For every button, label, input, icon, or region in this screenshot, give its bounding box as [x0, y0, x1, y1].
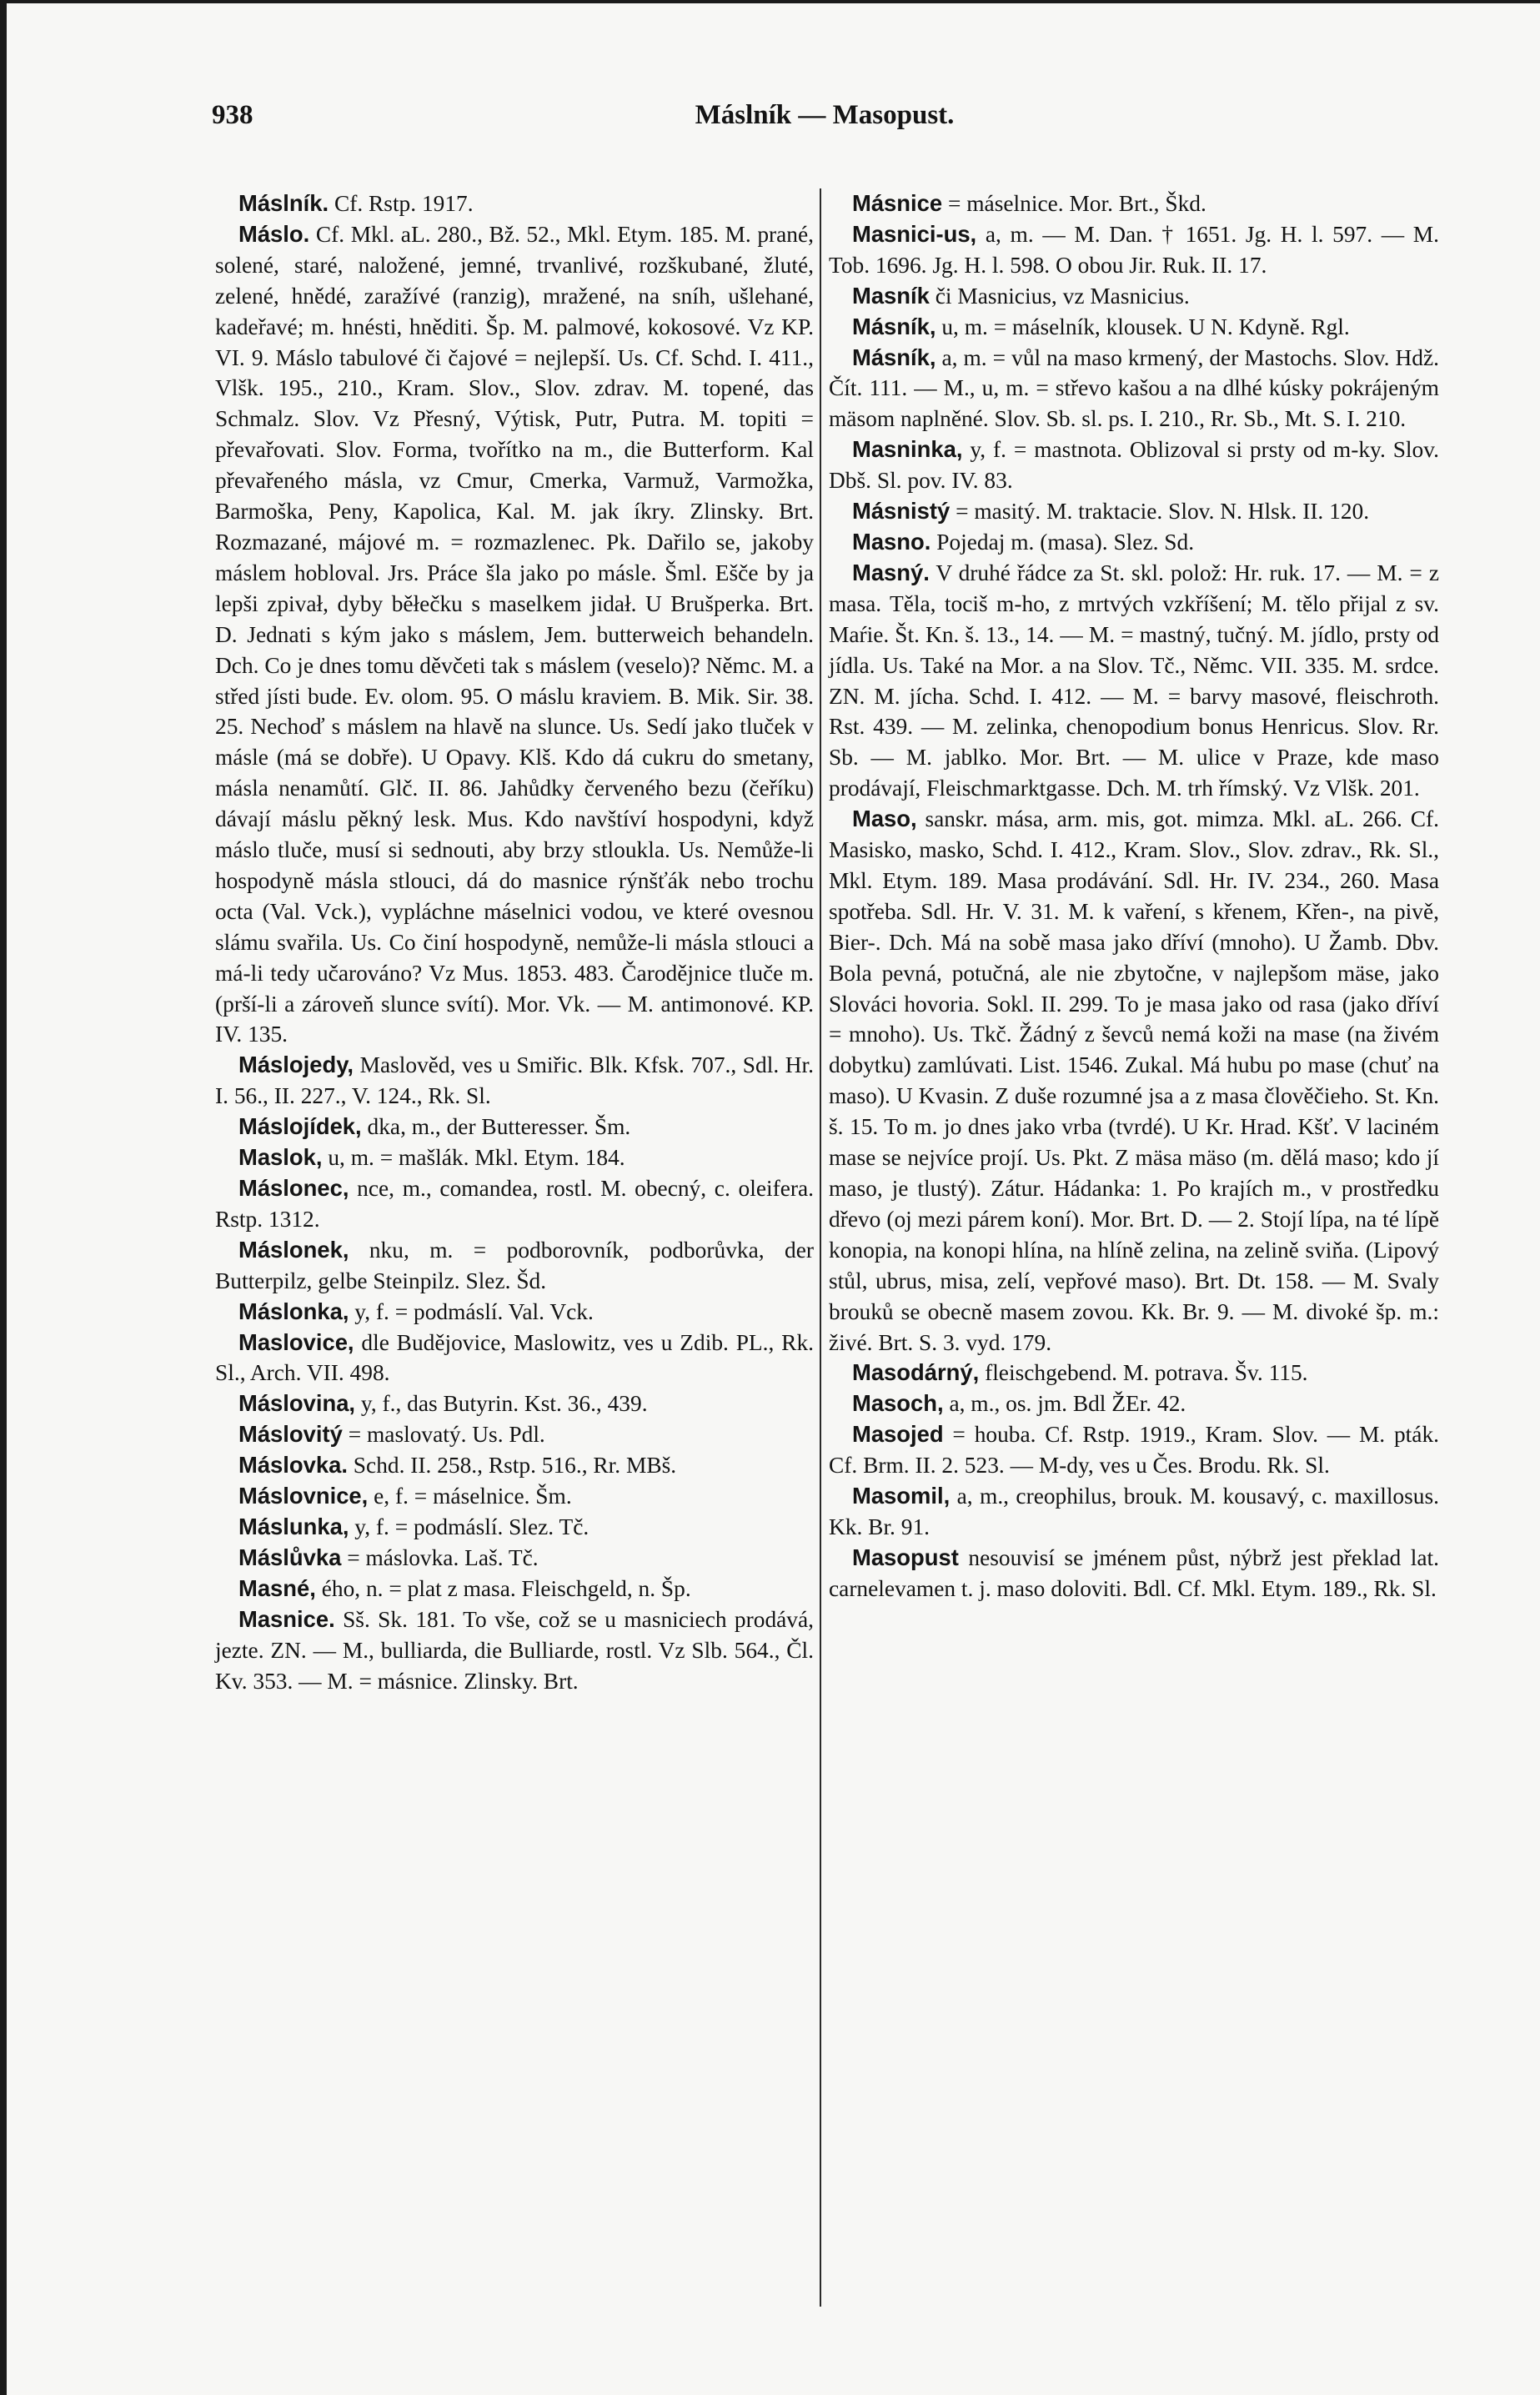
entry-headword: Masník — [852, 282, 930, 309]
entry-headword: Másník, — [852, 313, 936, 339]
entry-definition: e, f. = máselnice. Šm. — [374, 1484, 572, 1509]
dictionary-entry — [215, 1112, 814, 1142]
entry-headword: Másník, — [852, 344, 936, 370]
entry-definition: Cf. Rstp. 1917. — [334, 191, 474, 216]
entry-headword: Máslovitý — [238, 1421, 343, 1448]
dictionary-entry — [829, 1481, 1439, 1543]
dictionary-entry — [215, 1419, 814, 1450]
entry-definition: dle Budějovice, Maslowitz, ves u Zdib. PL., Rk. Sl., Arch. VII. 498. — [215, 1329, 814, 1386]
entry-headword: Másnice — [852, 190, 943, 216]
dictionary-entry — [215, 219, 814, 1050]
left-column — [215, 188, 814, 1696]
dictionary-page — [7, 3, 1540, 2395]
entry-definition: y, f. = mastnota. Oblizoval si prsty od m-ky. Slov. Dbš. Sl. pov. IV. 83. — [829, 437, 1439, 494]
entry-headword: Máslunka, — [238, 1513, 349, 1539]
entry-headword: Masoch, — [852, 1390, 944, 1417]
right-column — [829, 188, 1439, 1604]
entry-headword: Máslovina, — [238, 1390, 356, 1417]
dictionary-entry — [215, 188, 814, 219]
entry-definition: a, m. — M. Dan. † 1651. Jg. H. l. 597. — M. Tob. 1696. Jg. H. l. 598. O obou Jir. Ruk. II. 17. — [829, 221, 1439, 278]
entry-definition: y, f. = podmáslí. Val. Vck. — [354, 1298, 594, 1324]
entry-headword: Masninka, — [852, 436, 963, 463]
entry-headword: Máslovnice, — [238, 1483, 369, 1509]
entry-definition: u, m. = mašlák. Mkl. Etym. 184. — [328, 1145, 625, 1171]
entry-headword: Maso, — [852, 806, 917, 832]
entry-definition: sanskr. mása, arm. mis, got. mimza. Mkl. aL. 266. Cf. Masisko, masko, Schd. I. 412., Kram. Slov., Slov. zdrav., Rk. Sl., Mkl. Etym. 189. Masa prodávání. Sdl. Hr. IV. 234., 260. Masa spotřeba. Sdl. Hr. V. 31. M. k vaření, s křenem, Křen-, na pivě, Bier-. Dch. Má na sobě masa jako dříví (mnoho). U Žamb. Dbv. Bola pevná, potučná, ale nie zbytočne, v najlepšom mäse, jako Slováci hovoria. Sokl. II. 299. To je masa jako od rasa (jako dříví = mnoho). Us. Tkč. Žádný z ševců nemá koži na mase (na živém dobytku) zamlúvati. List. 1546. Zukal. Má hubu po mase (chuť na maso). U Kvasin. Z duše rozumné jsa a z masa člověčieho. St. Kn. š. 15. To m. jo dnes jako vrba (tvrdé). U Kr. Hrad. Kšť. V laciném mase se nejvíce projí. Us. Pkt. Z mäsa mäso (m. dělá maso; kdo jí maso, je tlustý). Zátur. Hádanka: 1. Po krajích m., v prostředku dřevo (oj mezi párem koní). Mor. Brt. D. — 2. Stojí lípa, na té lípě konopia, na konopi hlína, na hlíně zelina, na zelině sviňa. (Lipový stůl, ubrus, misa, zelí, vepřové maso). Brt. Dt. 158. — M. Svaly brouků se obecně masem zovou. Kk. Br. 9. — M. divoké šp. m.: živé. Brt. S. 3. vyd. 179. — [829, 806, 1439, 1355]
dictionary-entry — [215, 1450, 814, 1481]
dictionary-entry — [215, 1543, 814, 1574]
entry-definition: ého, n. = plat z masa. Fleischgeld, n. Šp. — [321, 1575, 691, 1601]
dictionary-entry — [829, 1358, 1439, 1388]
entry-headword: Masnice. — [238, 1605, 335, 1632]
dictionary-entry — [829, 496, 1439, 527]
entry-definition: V druhé řádce za St. skl. polož: Hr. ruk. 17. — M. = z masa. Těla, tociš m-ho, z mrtvých vzkříšení; M. tělo přijal z sv. Maŕie. Št. Kn. š. 13., 14. — M. = mastný, tučný. M. jídlo, prsty od jídla. Us. Také na Mor. a na Slov. Tč., Němc. VII. 335. M. srdce. ZN. M. jícha. Schd. I. 412. — M. = barvy masové, fleischroth. Rst. 439. — M. zelinka, chenopodium bonus Henricus. Slov. Rr. Sb. — M. jablko. Mor. Brt. — M. ulice v Praze, kde maso prodávají, Fleischmarktgasse. Dch. M. trh římský. Vz Vlšk. 201. — [829, 560, 1439, 801]
dictionary-entry — [829, 219, 1439, 281]
dictionary-entry — [215, 1388, 814, 1419]
entry-definition: Cf. Mkl. aL. 280., Bž. 52., Mkl. Etym. 185. M. prané, solené, staré, naložené, jemné, trvanlivé, rozškubané, žluté, zelené, hnědé, zaražívé (ranzig), mražené, na sníh, ušlehané, kadeřavé; m. hnésti, hněditi. Šp. M. palmové, kokosové. Vz KP. VI. 9. Máslo tabulové či čajové = nejlepší. Us. Cf. Schd. I. 411., Vlšk. 195., 210., Kram. Slov., Slov. zdrav. M. topené, das Schmalz. Slov. Vz Přesný, Výtisk, Putr, Putra. M. topiti = převařovati. Slov. Forma, tvořítko na m., die Butterform. Kal převařeného másla, vz Cmur, Cmerka, Varmuž, Varmožka, Barmoška, Peny, Kapolica, Kal. M. jak íkry. Zlinsky. Brt. Rozmazané, májové m. = rozmazlenec. Pk. Dařilo se, jakoby máslem hobloval. Jrs. Práce šla jako po másle. Šml. Ešče by ja lepši zpivał, dyby běłečku s maselkem jidał. U Brušperka. Brt. D. Jednati s kým jako s máslem, Jem. butterweich behandeln. Dch. Co je dnes tomu děvčeti tak s máslem (veselo)? Němc. M. a střed jísti bude. Ev. olom. 95. O máslu kraviem. B. Mik. Sir. 38. 25. Nechoď s máslem na hlavě na slunce. Us. Sedí jako tluček v másle (má se dobře). U Opavy. Klš. Kdo dá cukru do smetany, másla nenamůtí. Glč. II. 86. Jahůdky červeného bezu (čeříku) dávají máslu pěkný lesk. Mus. Kdo navštíví hospodyni, když máslo tluče, musí si sednouti, aby brzy stloukla. Us. Nemůže-li hospodyně másla stlouci, dá do masnice rýnšťák nebo trochu octa (Val. Vck.), vypláchne máselnici vodou, ve které ovesnou slámu svařila. Us. Co činí hospodyně, nemůže-li másla stlouci a má-li tedy učarováno? Vz Mus. 1853. 483. Čarodějnice tluče m. (prší-li a zároveň slunce svítí). Mor. Vk. — M. antimonové. KP. IV. 135. — [215, 221, 814, 1047]
dictionary-entry — [215, 1481, 814, 1512]
entry-headword: Máslonka, — [238, 1298, 349, 1324]
entry-definition: fleischgebend. M. potrava. Šv. 115. — [985, 1360, 1308, 1386]
dictionary-entry — [215, 1297, 814, 1328]
entry-definition: nesouvisí se jménem půst, nýbrž jest překlad lat. carnelevamen t. j. maso doloviti. Bdl. Cf. Mkl. Etym. 189., Rk. Sl. — [829, 1544, 1439, 1601]
dictionary-entry — [829, 188, 1439, 219]
entry-headword: Máslník. — [238, 190, 329, 216]
entry-definition: Sš. Sk. 181. To vše, což se u masniciech prodává, jezte. ZN. — M., bulliarda, die Bulliarde, rostl. Vz Slb. 564., Čl. Kv. 353. — M. = másnice. Zlinsky. Brt. — [215, 1606, 814, 1694]
entry-headword: Masodárný, — [852, 1359, 980, 1386]
dictionary-entry — [215, 1235, 814, 1297]
dictionary-entry — [215, 1173, 814, 1235]
dictionary-entry — [829, 1543, 1439, 1604]
entry-headword: Máslonek, — [238, 1236, 349, 1263]
entry-definition: y, f. = podmáslí. Slez. Tč. — [354, 1514, 589, 1539]
entry-headword: Masný. — [852, 559, 930, 585]
page-number: 938 — [212, 100, 253, 130]
entry-headword: Maslovice, — [238, 1328, 354, 1355]
entry-definition: a, m., creophilus, brouk. M. kousavý, c. maxillosus. Kk. Br. 91. — [829, 1484, 1439, 1539]
entry-definition: nce, m., comandea, rostl. M. obecný, c. oleifera. Rstp. 1312. — [215, 1176, 814, 1232]
dictionary-entry — [829, 804, 1439, 1358]
dictionary-entry — [215, 1574, 814, 1604]
dictionary-entry — [829, 527, 1439, 558]
dictionary-entry — [215, 1142, 814, 1173]
dictionary-entry — [829, 434, 1439, 496]
entry-definition: = houba. Cf. Rstp. 1919., Kram. Slov. — M. pták. Cf. Brm. II. 2. 523. — M-dy, ves u Čes. Brodu. Rk. Sl. — [829, 1422, 1439, 1479]
entry-definition: = maslovatý. Us. Pdl. — [348, 1422, 545, 1448]
entry-headword: Máslonec, — [238, 1175, 349, 1201]
dictionary-entry — [215, 1050, 814, 1112]
running-head: Máslník — Masopust. — [695, 100, 955, 130]
entry-headword: Máslojídek, — [238, 1113, 362, 1140]
dictionary-entry — [215, 1328, 814, 1389]
entry-headword: Masopust — [852, 1544, 959, 1570]
dictionary-entry — [829, 1388, 1439, 1419]
dictionary-entry — [829, 1419, 1439, 1481]
page-header — [212, 93, 1437, 143]
entry-definition: y, f., das Butyrin. Kst. 36., 439. — [360, 1391, 648, 1417]
entry-headword: Masojed — [852, 1421, 944, 1448]
entry-headword: Máslojedy, — [238, 1052, 354, 1078]
entry-headword: Máslovka. — [238, 1452, 348, 1479]
dictionary-entry — [829, 558, 1439, 804]
entry-headword: Másnistý — [852, 498, 951, 525]
entry-definition: či Masnicius, vz Masnicius. — [935, 283, 1190, 309]
entry-headword: Masné, — [238, 1574, 316, 1601]
entry-definition: = máselnice. Mor. Brt., Škd. — [947, 191, 1206, 216]
column-divider — [820, 188, 821, 2307]
dictionary-entry — [829, 343, 1439, 435]
entry-definition: dka, m., der Butteresser. Šm. — [367, 1114, 631, 1140]
entry-headword: Maslok, — [238, 1144, 323, 1171]
dictionary-entry — [829, 281, 1439, 312]
entry-definition: nku, m. = podborovník, podborůvka, der Butterpilz, gelbe Steinpilz. Slez. Šd. — [215, 1237, 814, 1293]
entry-definition: Pojedaj m. (masa). Slez. Sd. — [936, 529, 1195, 555]
entry-definition: a, m., os. jm. Bdl ŽEr. 42. — [949, 1391, 1186, 1417]
entry-headword: Masomil, — [852, 1483, 951, 1509]
entry-headword: Masnici-us, — [852, 220, 977, 247]
entry-headword: Máslo. — [238, 220, 310, 247]
entry-definition: a, m. = vůl na maso krmený, der Mastochs. Slov. Hdž. Čít. 111. — M., u, m. = střevo kašou a na dlhé kúsky pokrájeným mäsom naplněné. Slov. Sb. sl. ps. I. 210., Rr. Sb., Mt. S. I. 210. — [829, 344, 1439, 432]
dictionary-entry — [215, 1604, 814, 1697]
entry-definition: = masitý. M. traktacie. Slov. N. Hlsk. II. 120. — [956, 499, 1370, 525]
entry-definition: Maslověd, ves u Smiřic. Blk. Kfsk. 707., Sdl. Hr. I. 56., II. 227., V. 124., Rk. Sl. — [215, 1052, 814, 1109]
dictionary-entry — [829, 312, 1439, 343]
dictionary-entry — [215, 1512, 814, 1543]
entry-headword: Máslůvka — [238, 1544, 342, 1570]
entry-definition: Schd. II. 258., Rstp. 516., Rr. MBš. — [353, 1453, 677, 1479]
entry-headword: Masno. — [852, 528, 931, 555]
entry-definition: = máslovka. Laš. Tč. — [347, 1544, 539, 1570]
entry-definition: u, m. = máselník, klousek. U N. Kdyně. Rgl. — [941, 314, 1350, 339]
